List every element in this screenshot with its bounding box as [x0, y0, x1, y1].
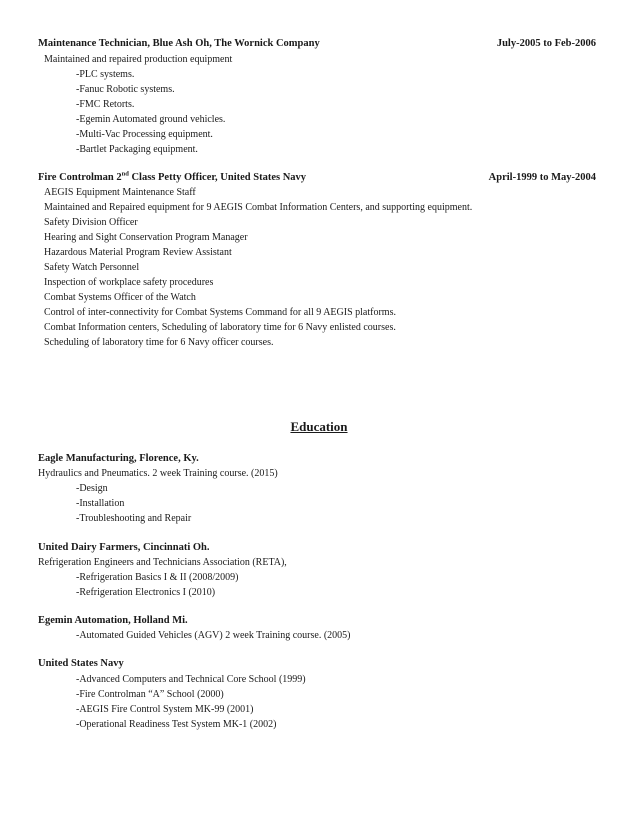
list-item: -Fanuc Robotic systems. — [76, 84, 175, 95]
list-item: -Installation — [76, 498, 125, 509]
list-item: Inspection of workplace safety procedures — [44, 277, 214, 288]
edu-course-eagle: Hydraulics and Pneumatics. 2 week Training course. (2015) — [38, 468, 278, 479]
list-item: Hearing and Sight Conservation Program Manager — [44, 232, 248, 243]
edu-name-eagle: Eagle Manufacturing, Florence, Ky. — [38, 453, 199, 464]
job-dates-wornick: July-2005 to Feb-2006 — [496, 38, 596, 49]
list-item: Safety Watch Personnel — [44, 262, 140, 273]
list-item: Combat Information centers, Scheduling of laboratory time for 6 Navy enlisted courses. — [44, 322, 396, 333]
list-item: Hazardous Material Program Review Assistant — [44, 247, 232, 258]
list-item: AEGIS Equipment Maintenance Staff — [44, 187, 196, 198]
list-item: Scheduling of laboratory time for 6 Navy officer courses. — [44, 337, 274, 348]
list-item: -FMC Retorts. — [76, 99, 135, 110]
ordinal-suffix: nd — [121, 170, 129, 178]
edu-name-navy: United States Navy — [38, 658, 124, 669]
job-dates-navy: April-1999 to May-2004 — [488, 172, 596, 183]
list-item: -Egemin Automated ground vehicles. — [76, 114, 226, 125]
list-item: Safety Division Officer — [44, 217, 138, 228]
list-item: -PLC systems. — [76, 69, 135, 80]
job-title-text-rest: Class Petty Officer, United States Navy — [128, 172, 307, 183]
list-item: -AEGIS Fire Control System MK-99 (2001) — [76, 704, 254, 715]
list-item: -Operational Readiness Test System MK-1 (2002) — [76, 719, 277, 730]
list-item: -Fire Controlman “A” School (2000) — [76, 689, 224, 700]
list-item: Control of inter-connectivity for Combat Systems Command for all 9 AEGIS platforms. — [44, 307, 396, 318]
job-title-navy — [38, 171, 306, 185]
list-item: -Troubleshooting and Repair — [76, 513, 192, 524]
list-item: -Refrigeration Electronics I (2010) — [76, 587, 216, 598]
list-item: Maintained and Repaired equipment for 9 AEGIS Combat Information Centers, and supporting equipment. — [44, 202, 473, 213]
list-item: -Advanced Computers and Technical Core School (1999) — [76, 674, 306, 685]
education-heading: Education — [290, 419, 348, 434]
list-item: Combat Systems Officer of the Watch — [44, 292, 196, 303]
list-item: -Multi-Vac Processing equipment. — [76, 129, 213, 140]
job-title-text: Fire Controlman 2 — [38, 172, 122, 183]
list-item: -Automated Guided Vehicles (AGV) 2 week Training course. (2005) — [76, 630, 351, 641]
list-item: -Refrigeration Basics I & II (2008/2009) — [76, 572, 239, 583]
job-title-wornick: Maintenance Technician, Blue Ash Oh, The Wornick Company — [38, 38, 320, 49]
edu-name-egemin: Egemin Automation, Holland Mi. — [38, 615, 188, 626]
list-item: -Design — [76, 483, 108, 494]
edu-name-udf: United Dairy Farmers, Cincinnati Oh. — [38, 542, 210, 553]
job-summary-wornick: Maintained and repaired production equipment — [44, 54, 233, 65]
edu-course-udf: Refrigeration Engineers and Technicians Association (RETA), — [38, 557, 287, 568]
list-item: -Bartlet Packaging equipment. — [76, 144, 198, 155]
